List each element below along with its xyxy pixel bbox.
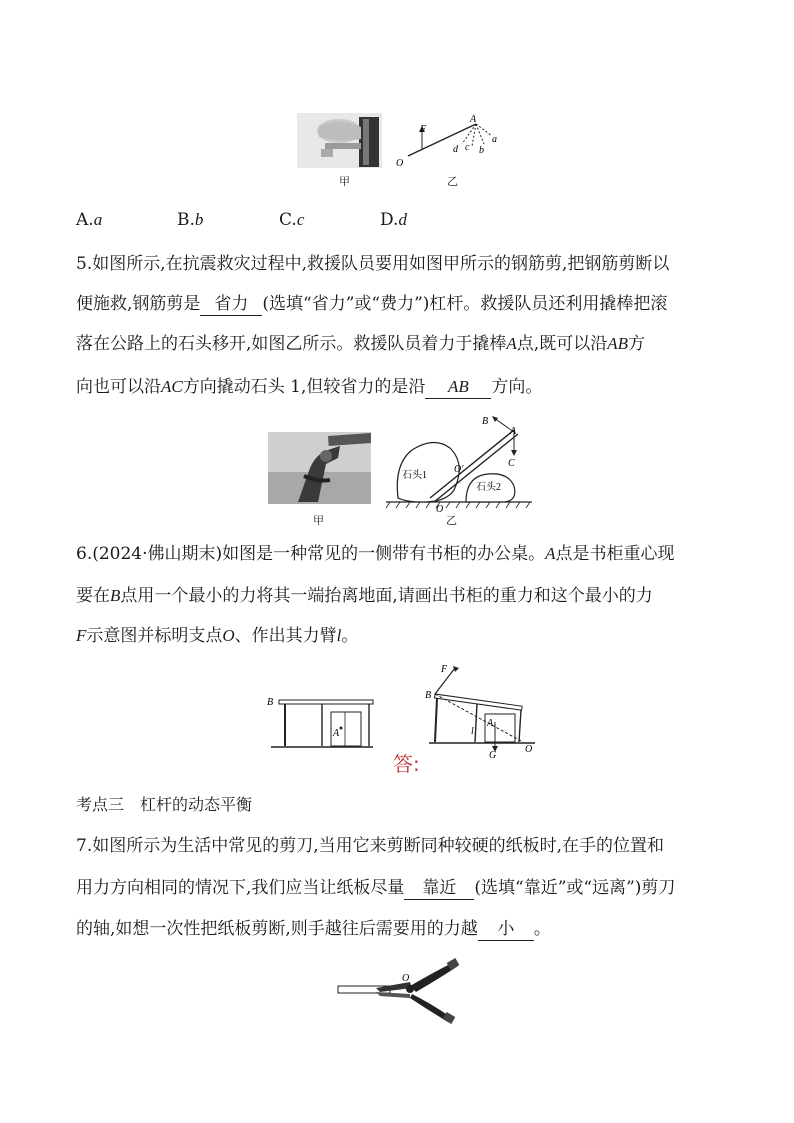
label-a: a: [492, 134, 497, 145]
label-d: d: [453, 144, 458, 155]
label-A: A: [510, 426, 517, 437]
rock2-label: 石头2: [476, 482, 501, 493]
q5-caption-left: 甲: [313, 514, 324, 527]
q7-answer-2: 小: [478, 918, 534, 941]
crowbar-diagram: [384, 414, 534, 514]
fig4-caption-left: 甲: [339, 175, 350, 188]
option-c: C.c: [279, 210, 305, 230]
label-b: b: [479, 145, 484, 156]
q5-line3: 落在公路上的石头移开,如图乙所示。救援队员着力于撬棒A点,既可以沿AB方: [76, 334, 645, 354]
answer-mark: 答:: [393, 752, 420, 776]
label-B: B: [267, 697, 274, 708]
label-O: O: [396, 158, 404, 169]
label-G: G: [489, 750, 497, 758]
label-O: O: [402, 973, 410, 984]
label-F: F: [420, 124, 427, 135]
q7-line2: 用力方向相同的情况下,我们应当让纸板尽量 靠近 (选填“靠近”或“远离”)剪刀: [76, 878, 676, 898]
label-O: O: [436, 504, 444, 514]
q6-line2: 要在B点用一个最小的力将其一端抬离地面,请画出书柜的重力和这个最小的力: [76, 586, 653, 606]
desk-diagram: [265, 690, 375, 752]
label-B: B: [425, 690, 432, 701]
label-l: l: [471, 726, 474, 737]
option-d: D.d: [380, 210, 407, 230]
fig4-caption-right: 乙: [447, 175, 458, 188]
q5-line2: 便施救,钢筋剪是 省力 (选填“省力”或“费力”)杠杆。救援队员还利用撬棒把滚: [76, 294, 668, 314]
q5-answer-1: 省力: [200, 293, 262, 316]
label-c: c: [465, 142, 470, 153]
q5-answer-2: AB: [425, 376, 491, 399]
option-a: A.a: [76, 210, 103, 230]
hand-photo: [297, 113, 382, 168]
option-b: B.b: [177, 210, 204, 230]
q7-answer-1: 靠近: [404, 877, 474, 900]
label-B: B: [482, 416, 489, 427]
label-O: O: [525, 744, 533, 755]
rebar-cutter-photo: [268, 432, 371, 504]
q5-line1: 5.如图所示,在抗震救灾过程中,救援队员要用如图甲所示的钢筋剪,把钢筋剪断以: [76, 254, 670, 274]
scissors-diagram: [336, 958, 462, 1024]
desk-answer-diagram: [423, 662, 538, 758]
section3-title: 考点三 杠杆的动态平衡: [76, 795, 253, 814]
label-O-prime: O′: [454, 464, 464, 475]
label-A: A: [487, 718, 494, 729]
label-A: A: [333, 728, 340, 739]
q5-caption-right: 乙: [446, 514, 457, 527]
q7-line3: 的轴,如想一次性把纸板剪断,则手越往后需要用的力越 小 。: [76, 919, 551, 939]
q7-line1: 7.如图所示为生活中常见的剪刀,当用它来剪断同种较硬的纸板时,在手的位置和: [76, 836, 665, 856]
q6-line3: F示意图并标明支点O、作出其力臂l。: [76, 626, 359, 646]
label-F: F: [441, 664, 448, 675]
label-C: C: [508, 458, 515, 469]
rock1-label: 石头1: [402, 470, 427, 481]
q5-line4: 向也可以沿AC方向撬动石头 1,但较省力的是沿 AB 方向。: [76, 377, 543, 397]
label-A: A: [470, 114, 477, 125]
lever-diagram: [390, 112, 505, 174]
q6-line1: 6.(2024·佛山期末)如图是一种常见的一侧带有书柜的办公桌。A点是书柜重心现: [76, 544, 675, 564]
